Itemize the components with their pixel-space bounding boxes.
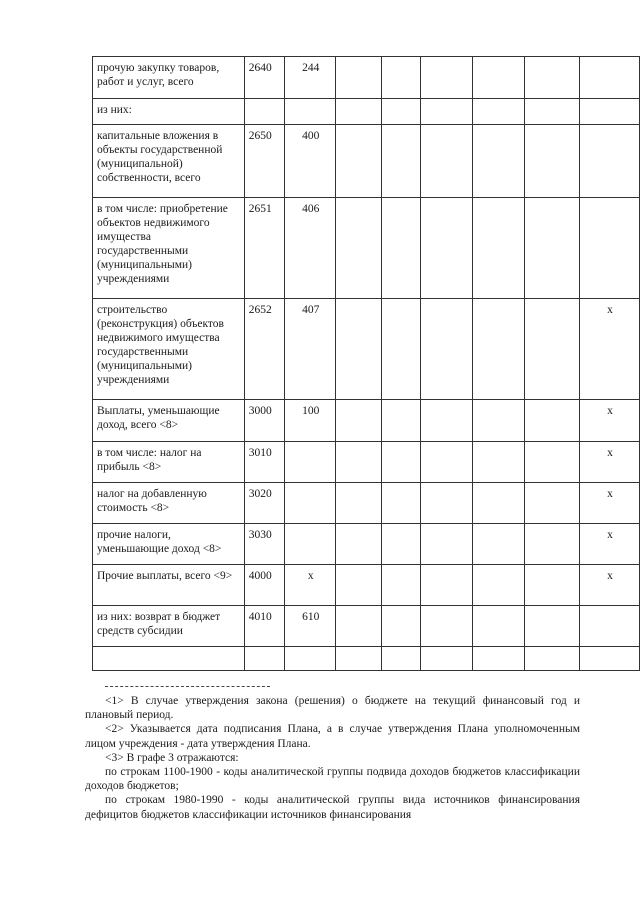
table-cell xyxy=(473,483,525,524)
table-cell xyxy=(525,442,580,483)
table-cell xyxy=(336,400,382,442)
plan-table xyxy=(92,56,640,671)
row-code: 3020 xyxy=(244,483,284,524)
footnote-separator xyxy=(105,686,270,687)
row-code: 4010 xyxy=(244,606,284,647)
row-label: капитальные вложения в объекты государственной (муниципальной) собственности, всего xyxy=(93,125,245,198)
table-cell xyxy=(420,400,472,442)
table-cell xyxy=(420,524,472,565)
row-x-mark: x xyxy=(580,565,640,606)
footnote-3-item-b: по строкам 1980-1990 - коды аналитической группы вида источников финансирования дефицитов бюджетов классификации источников финансирования xyxy=(85,794,580,821)
table-row xyxy=(93,606,640,647)
table-cell xyxy=(336,442,382,483)
row-label: строительство (реконструкция) объектов недвижимого имущества государственными (муниципальными) учреждениями xyxy=(93,299,245,400)
row-x-mark: x xyxy=(580,524,640,565)
table-cell xyxy=(336,198,382,299)
footnote-1: <1> В случае утверждения закона (решения) о бюджете на текущий финансовый год и плановый период. xyxy=(85,695,580,722)
table-cell xyxy=(473,400,525,442)
table-cell xyxy=(525,125,580,198)
row-kbk xyxy=(285,524,336,565)
row-kbk: 407 xyxy=(285,299,336,400)
table-cell xyxy=(473,647,525,671)
table-cell xyxy=(381,99,420,125)
row-kbk: 610 xyxy=(285,606,336,647)
table-cell xyxy=(525,647,580,671)
row-x-mark xyxy=(580,647,640,671)
row-label: прочие налоги, уменьшающие доход <8> xyxy=(93,524,245,565)
row-label: Прочие выплаты, всего <9> xyxy=(93,565,245,606)
table-cell xyxy=(473,299,525,400)
table-cell xyxy=(525,57,580,99)
table-cell xyxy=(381,442,420,483)
table-row xyxy=(93,442,640,483)
row-code: 4000 xyxy=(244,565,284,606)
table-row xyxy=(93,400,640,442)
table-cell xyxy=(336,524,382,565)
table-cell xyxy=(473,524,525,565)
table-row xyxy=(93,125,640,198)
table-cell xyxy=(381,606,420,647)
row-x-mark xyxy=(580,198,640,299)
table-cell xyxy=(336,125,382,198)
row-code: 2640 xyxy=(244,57,284,99)
table-cell xyxy=(473,57,525,99)
table-cell xyxy=(381,400,420,442)
table-cell xyxy=(336,483,382,524)
table-cell xyxy=(420,565,472,606)
row-x-mark: x xyxy=(580,442,640,483)
row-kbk xyxy=(285,647,336,671)
table-cell xyxy=(336,565,382,606)
row-code xyxy=(244,99,284,125)
table-cell xyxy=(473,442,525,483)
row-x-mark: x xyxy=(580,400,640,442)
table-cell xyxy=(420,647,472,671)
table-cell xyxy=(420,442,472,483)
row-label: прочую закупку товаров, работ и услуг, всего xyxy=(93,57,245,99)
table-cell xyxy=(420,483,472,524)
row-code: 3010 xyxy=(244,442,284,483)
table-cell xyxy=(420,198,472,299)
row-label: в том числе: налог на прибыль <8> xyxy=(93,442,245,483)
table-cell xyxy=(381,57,420,99)
table-cell xyxy=(336,99,382,125)
row-code: 2650 xyxy=(244,125,284,198)
row-kbk: 400 xyxy=(285,125,336,198)
table-cell xyxy=(473,198,525,299)
table-cell xyxy=(473,565,525,606)
table-cell xyxy=(420,125,472,198)
table-cell xyxy=(336,606,382,647)
table-cell xyxy=(381,299,420,400)
row-label: из них: xyxy=(93,99,245,125)
table-cell xyxy=(381,198,420,299)
row-label: в том числе: приобретение объектов недвижимого имущества государственными (муниципальными) учреждениями xyxy=(93,198,245,299)
footnotes xyxy=(85,686,580,822)
row-kbk xyxy=(285,442,336,483)
table-cell xyxy=(525,524,580,565)
table-cell xyxy=(381,524,420,565)
table-cell xyxy=(420,99,472,125)
row-x-mark xyxy=(580,57,640,99)
footnote-2: <2> Указывается дата подписания Плана, а в случае утверждения Плана уполномоченным лицом учреждения - дата утверждения Плана. xyxy=(85,723,580,750)
row-kbk: x xyxy=(285,565,336,606)
table-cell xyxy=(381,565,420,606)
row-code xyxy=(244,647,284,671)
table-row xyxy=(93,565,640,606)
row-x-mark: x xyxy=(580,299,640,400)
footnote-3: <3> В графе 3 отражаются: xyxy=(105,751,239,764)
row-code: 3030 xyxy=(244,524,284,565)
table-cell xyxy=(525,299,580,400)
table-cell xyxy=(381,647,420,671)
row-code: 2652 xyxy=(244,299,284,400)
row-kbk: 100 xyxy=(285,400,336,442)
table-cell xyxy=(525,400,580,442)
table-cell xyxy=(525,483,580,524)
row-code: 2651 xyxy=(244,198,284,299)
table-cell xyxy=(420,299,472,400)
table-row xyxy=(93,647,640,671)
table-cell xyxy=(336,57,382,99)
table-cell xyxy=(525,565,580,606)
row-kbk: 244 xyxy=(285,57,336,99)
table-row xyxy=(93,524,640,565)
row-x-mark xyxy=(580,99,640,125)
footnote-3-item-a: по строкам 1100-1900 - коды аналитической группы подвида доходов бюджетов классификации доходов бюджетов; xyxy=(85,766,580,793)
table-cell xyxy=(525,606,580,647)
row-label: из них: возврат в бюджет средств субсидии xyxy=(93,606,245,647)
table-row xyxy=(93,57,640,99)
row-x-mark: x xyxy=(580,483,640,524)
row-x-mark xyxy=(580,125,640,198)
row-label: налог на добавленную стоимость <8> xyxy=(93,483,245,524)
table-cell xyxy=(473,99,525,125)
table-row xyxy=(93,483,640,524)
table-cell xyxy=(336,299,382,400)
table-cell xyxy=(525,198,580,299)
table-row xyxy=(93,198,640,299)
table-cell xyxy=(473,606,525,647)
row-label xyxy=(93,647,245,671)
table-cell xyxy=(420,606,472,647)
table-cell xyxy=(381,483,420,524)
row-label: Выплаты, уменьшающие доход, всего <8> xyxy=(93,400,245,442)
row-kbk xyxy=(285,483,336,524)
table-cell xyxy=(336,647,382,671)
row-x-mark xyxy=(580,606,640,647)
table-cell xyxy=(381,125,420,198)
row-kbk xyxy=(285,99,336,125)
table-row xyxy=(93,99,640,125)
table-cell xyxy=(473,125,525,198)
table-row xyxy=(93,299,640,400)
table-cell xyxy=(525,99,580,125)
table-cell xyxy=(420,57,472,99)
row-kbk: 406 xyxy=(285,198,336,299)
row-code: 3000 xyxy=(244,400,284,442)
